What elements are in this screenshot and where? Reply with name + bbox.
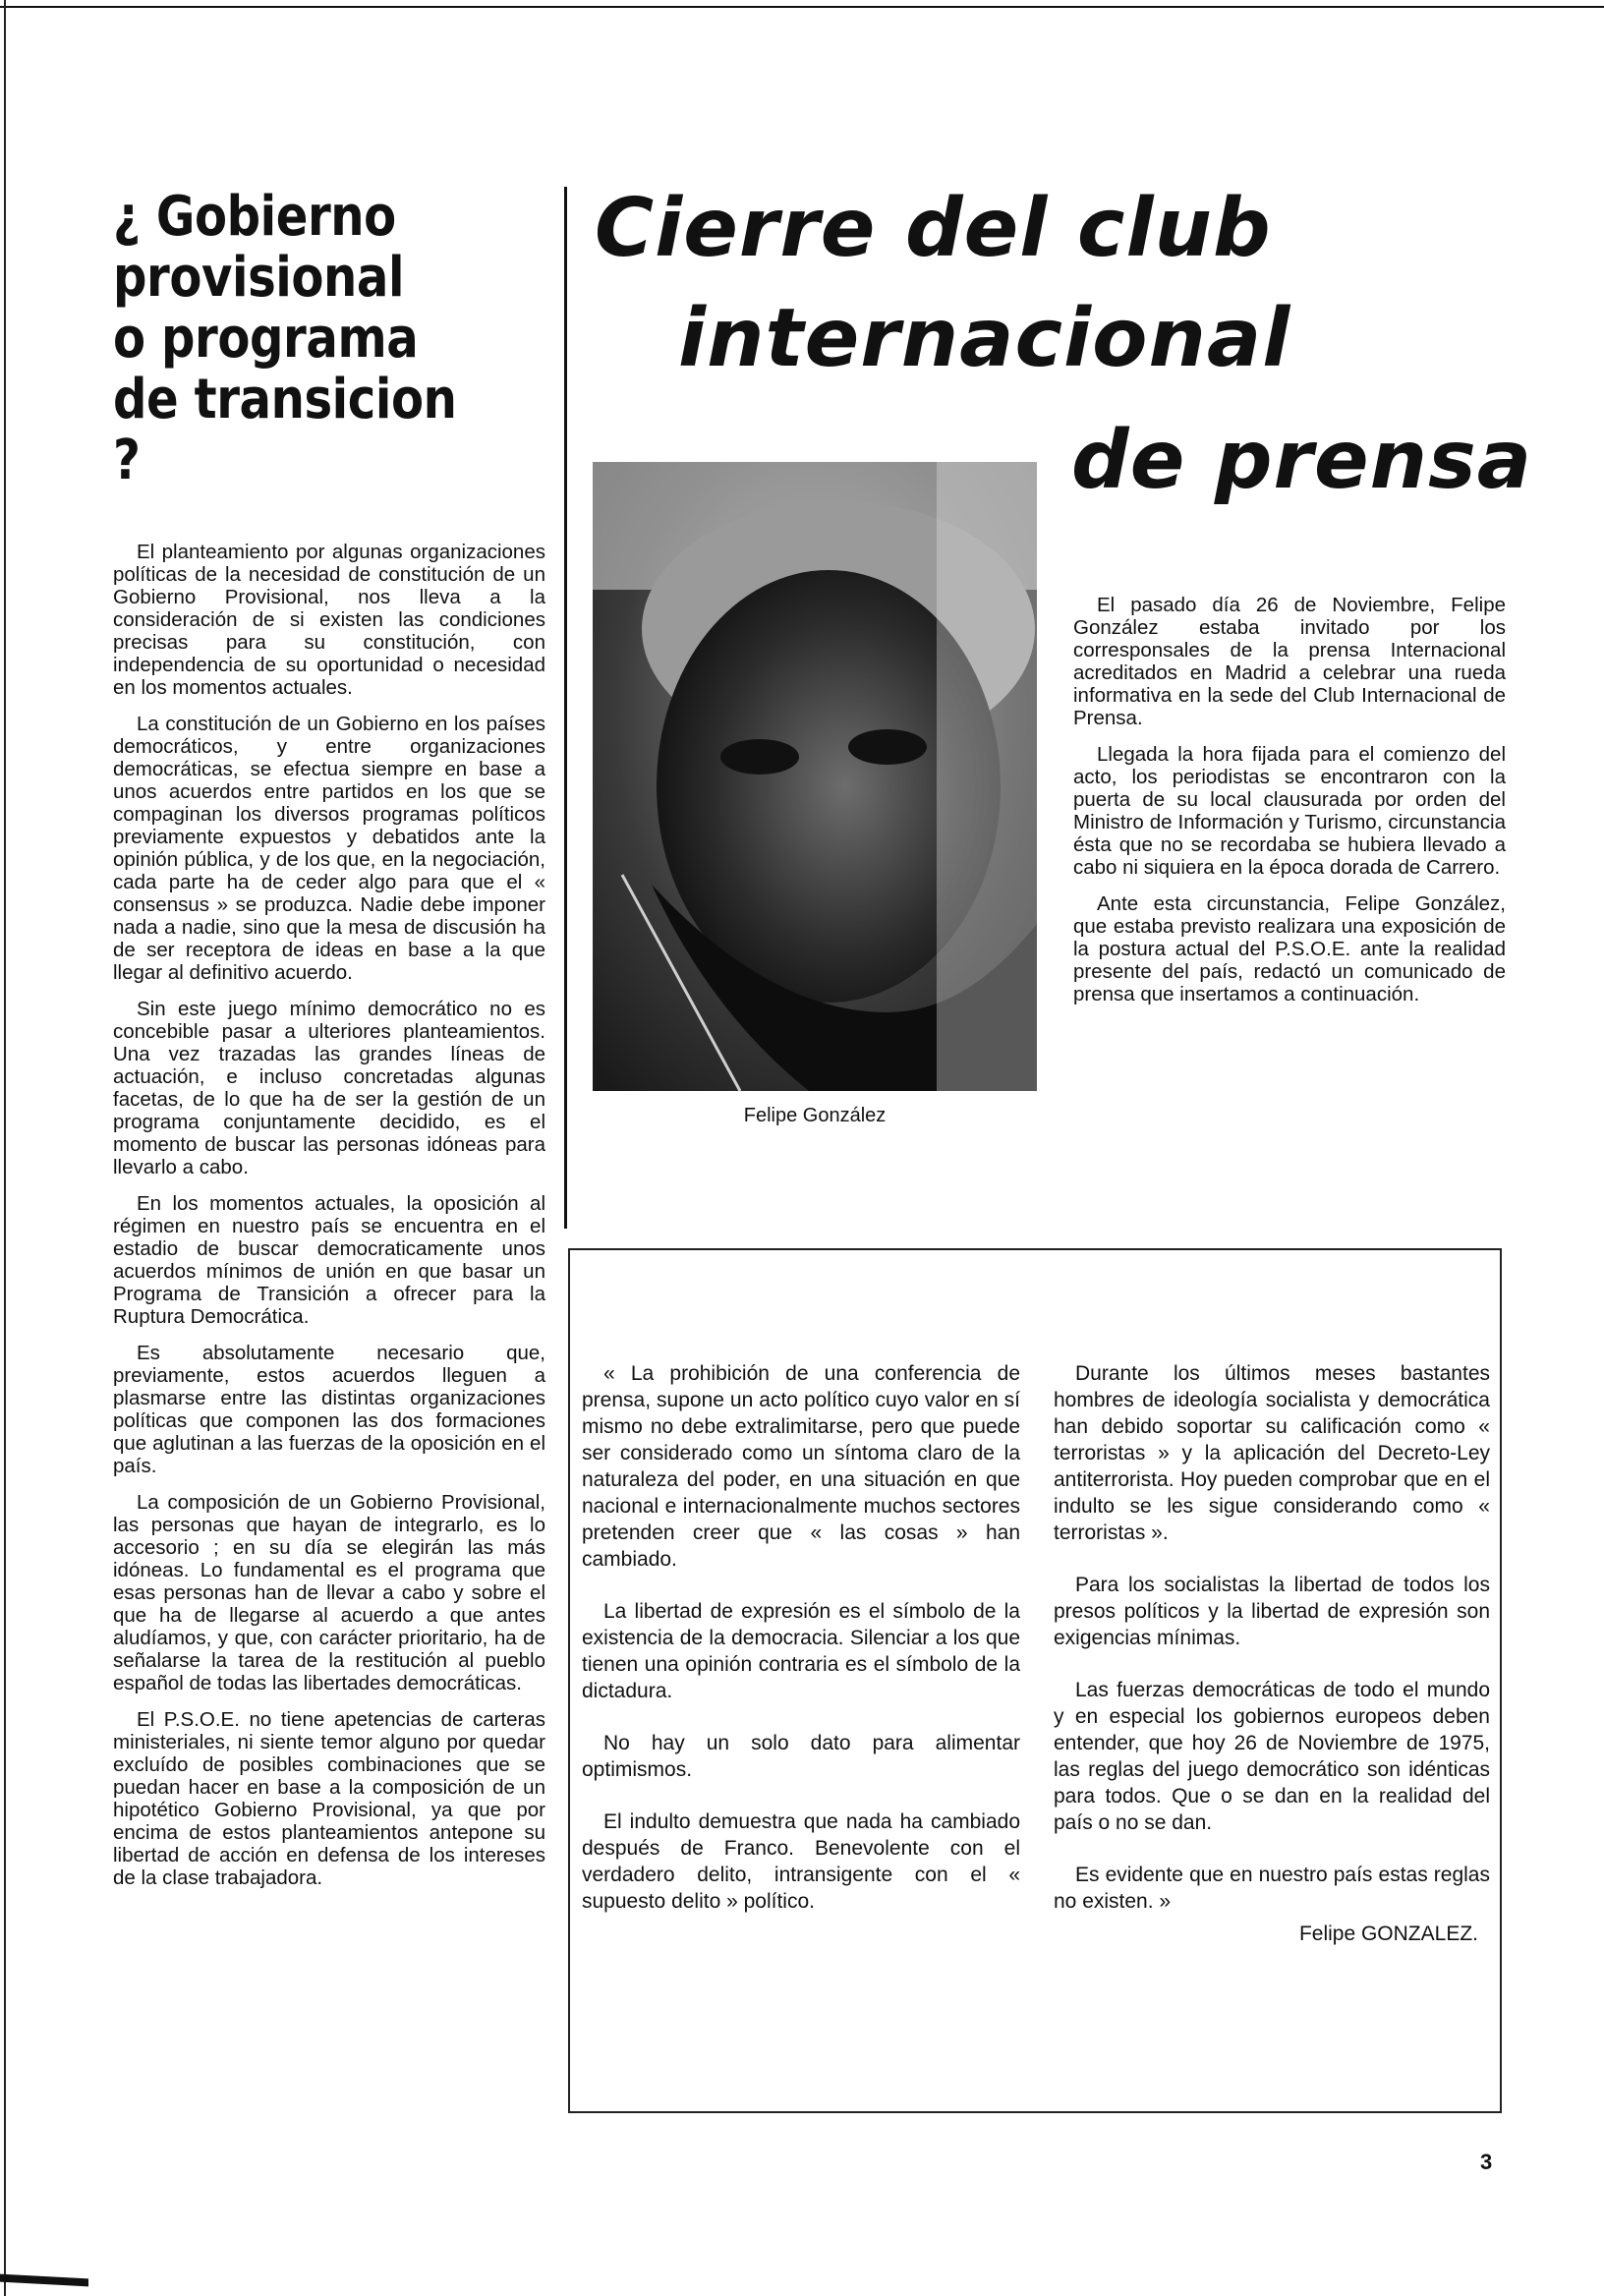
- paragraph: Es absolutamente necesario que, previamente, estos acuerdos lleguen a plasmarse entre las distintas organizaciones políticas que componen las dos formaciones que aglutinan a las fuerzas de la oposición en el país.: [113, 1342, 545, 1477]
- left-headline: [113, 187, 468, 491]
- paragraph: El pasado día 26 de Noviembre, Felipe González estaba invitado por los corresponsales de la prensa Internacional acreditados en Madrid a celebrar una rueda informativa en la sede del Club Internacional de Prensa.: [1073, 594, 1506, 729]
- left-headline-line: provisional: [113, 246, 405, 310]
- page-number: 3: [1480, 2150, 1493, 2174]
- paragraph: El planteamiento por algunas organizaciones políticas de la necesidad de constitución de un Gobierno Provisional, nos lleva a la consideración de si existen las condiciones precisas para su constitución, con independencia de su oportunidad o necesidad en los momentos actuales.: [113, 541, 545, 699]
- portrait-photo: [593, 462, 1037, 1091]
- column-divider: [564, 187, 567, 1229]
- left-headline-line: ¿ Gobierno: [113, 185, 396, 249]
- left-headline-line: de transicion ?: [113, 368, 457, 492]
- paragraph: El P.S.O.E. no tiene apetencias de carteras ministeriales, ni siente temor alguno por quedar excluído de posibles combinaciones que se puedan hacer en base a la composición de un hipotético Gobierno Provisional, ya que por encima de estos planteamientos antepone su libertad de acción en defensa de los intereses de la clase trabajadora.: [113, 1708, 545, 1889]
- paragraph: Sin este juego mínimo democrático no es concebible pasar a ulteriores planteamientos. Una vez trazadas las grandes líneas de actuación, e incluso concretadas algunas facetas, de lo que ha de ser la gestión de un programa conjuntamente decidido, es el momento de buscar las personas idóneas para llevarlo a cabo.: [113, 998, 545, 1178]
- left-headline-line: o programa: [113, 307, 419, 371]
- paragraph: Las fuerzas democráticas de todo el mundo y en especial los gobiernos europeos deben entender, que hoy 26 de Noviembre de 1975, las reglas del juego democrático son idénticas para todos. Que o se dan en la realidad del país o no se dan.: [1054, 1679, 1490, 1834]
- paragraph: No hay un solo dato para alimentar optimismos.: [582, 1732, 1020, 1781]
- paragraph: Para los socialistas la libertad de todos los presos políticos y la libertad de expresión son exigencias mínimas.: [1054, 1574, 1490, 1649]
- right-article-intro: [1073, 594, 1506, 1019]
- top-border: [0, 6, 1604, 8]
- left-article-body: [113, 541, 545, 1903]
- left-border: [4, 0, 6, 2296]
- paragraph: Ante esta circunstancia, Felipe González, que estaba previsto realizara una exposición de la postura actual del P.S.O.E. ante la realidad presente del país, redactó un comunicado de prensa que insertamos a continuación.: [1073, 892, 1506, 1005]
- statement-right-column: [1054, 1360, 1490, 1973]
- paragraph: Llegada la hora fijada para el comienzo del acto, los periodistas se encontraron con la puerta de su local clausurada por orden del Ministro de Información y Turismo, circunstancia ésta que no se recordaba se hubiera llevado a cabo ni siquiera en la época dorada de Carrero.: [1073, 743, 1506, 879]
- right-headline-line-1: Cierre del club: [595, 182, 1272, 275]
- paragraph: La libertad de expresión es el símbolo de la existencia de la democracia. Silenciar a los que tienen una opinión contraria es el símbolo de la dictadura.: [582, 1600, 1020, 1702]
- statement-left-column: [582, 1360, 1020, 1940]
- paragraph: La composición de un Gobierno Provisional, las personas que hayan de integrarlo, es lo accesorio ; en su día se elegirán las más idóneas. Lo fundamental es el programa que esas personas han de llevar a cabo y sobre el que ha de llegarse al acuerdo a que antes aludíamos, y que, con carácter prioritario, ha de señalarse la tarea de la restitución al pueblo español de todas las libertades democráticas.: [113, 1491, 545, 1694]
- paragraph: En los momentos actuales, la oposición al régimen en nuestro país se encuentra en el estadio de buscar democraticamente unos acuerdos mínimos de unión en que basar un Programa de Transición a ofrecer para la Ruptura Democrática.: [113, 1192, 545, 1328]
- paragraph: « La prohibición de una conferencia de prensa, supone un acto político cuyo valor en sí mismo no debe extralimitarse, pero que puede ser considerado como un síntoma claro de la naturaleza del poder, en una situación en que nacional e internacionalmente muchos sectores pretenden creer que « las cosas » han cambiado.: [582, 1362, 1020, 1571]
- paragraph: La constitución de un Gobierno en los países democráticos, y entre organizaciones democráticas, se efectua siempre en base a unos acuerdos entre partidos en los que se compaginan los diversos programas políticos previamente expuestos y debatidos ante la opinión pública, y de los que, en la negociación, cada parte ha de ceder algo para que el « consensus » se produzca. Nadie debe imponer nada a nadie, sino que la mesa de discusión ha de ser receptora de ideas en base a la que llegar al definitivo acuerdo.: [113, 713, 545, 984]
- right-headline-line-3: de prensa: [1071, 414, 1533, 507]
- portrait-image: [593, 462, 1037, 1091]
- paragraph: Es evidente que en nuestro país estas reglas no existen. »: [1054, 1864, 1490, 1913]
- signature: Felipe GONZALEZ.: [1298, 1923, 1478, 1945]
- right-headline-line-2: internacional: [678, 292, 1291, 385]
- photo-caption: Felipe González: [743, 1105, 887, 1126]
- paragraph: El indulto demuestra que nada ha cambiado después de Franco. Benevolente con el verdadero delito, intransigente con el « supuesto delito » político.: [582, 1810, 1020, 1913]
- paragraph: Durante los últimos meses bastantes hombres de ideología socialista y democrática han debido soportar su calificación como « terroristas » y la aplicación del Decreto-Ley antiterrorista. Hoy pueden comprobar que en el indulto se les sigue considerando como « terroristas ».: [1054, 1362, 1490, 1544]
- corner-mark: [0, 2274, 88, 2287]
